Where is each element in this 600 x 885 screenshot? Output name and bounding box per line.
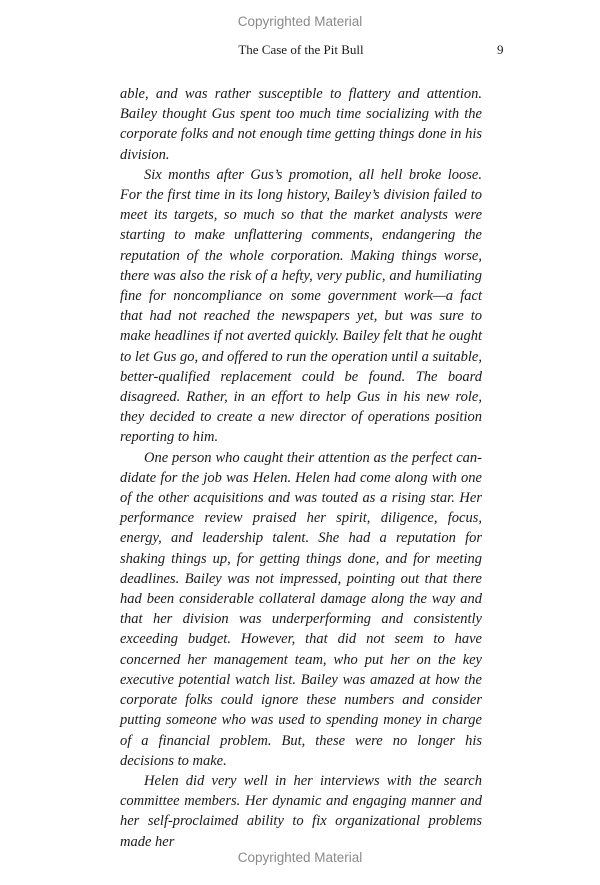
body-text: [120, 84, 482, 852]
watermark-bottom: Copyrighted Material: [237, 850, 363, 865]
paragraph: Six months after Gus’s promotion, all hell broke loose. For the first time in its long history, Bailey’s division failed to meet its targets, so much so that the market analysts were starting to make unflattering comments, endangering the reputation of the whole corporation. Making things worse, there was also the risk of a hefty, very public, and humiliating fine for noncompliance on some government work—a fact that had not reached the newspapers yet, but was sure to make headlines if not averted quickly. Bailey felt that he ought to let Gus go, and offered to run the operation until a suitable, better-qualified replacement could be found. The board disagreed. Rather, in an effort to help Gus in his new role, they decided to create a new director of operations position reporting to him.: [120, 166, 482, 446]
running-head-title: The Case of the Pit Bull: [238, 42, 364, 57]
paragraph: Helen did very well in her interviews with the search committee members. Her dynamic and engaging manner and her self-proclaimed ability to fix organizational problems made her: [120, 772, 482, 850]
watermark-top: Copyrighted Material: [237, 14, 363, 29]
page-number: 9: [497, 42, 504, 57]
paragraph: One person who caught their attention as the perfect candidate for the job was Helen. Helen had come along with one of the other acquisitions and was touted as a rising star. Her performance review praised her spirit, diligence, focus, energy, and leadership talent. She had a reputation for shaking things up, for getting things done, and for meeting deadlines. Bailey was not impressed, pointing out that there had been considerable collateral damage along the way and that her division was underperforming and consistently exceeding budget. However, that did not seem to have concerned her management team, who put her on the key executive potential watch list. Bailey was amazed at how the corporate folks could ignore these numbers and consider putting someone who was used to spending money in charge of a financial problem. But, these were no longer his decisions to make.: [120, 449, 482, 769]
paragraph-continued: able, and was rather susceptible to flattery and attention. Bailey thought Gus spent too much time socializing with the corporate folks and not enough time getting things done in his division.: [120, 86, 482, 163]
